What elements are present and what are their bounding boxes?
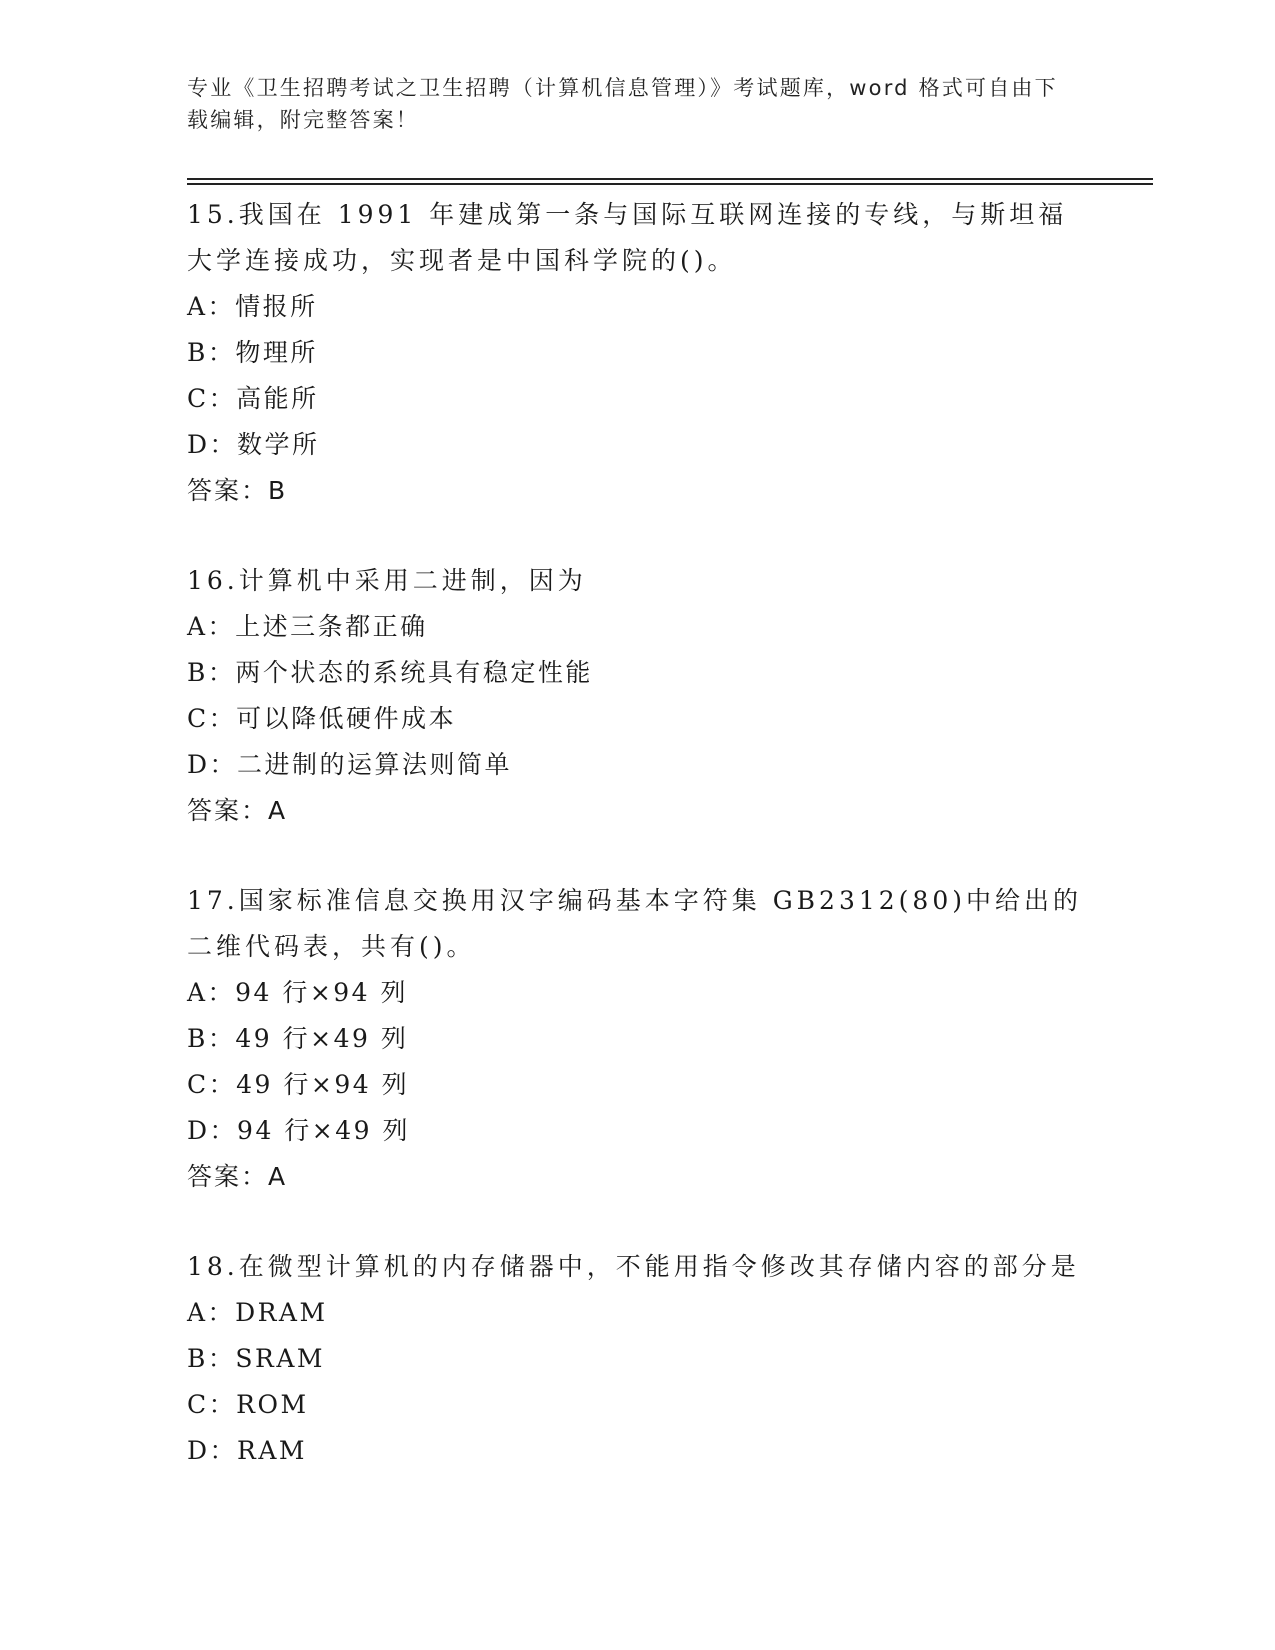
option-text: SRAM: [235, 1344, 325, 1373]
option-text: 94 行×49 列: [237, 1116, 411, 1145]
option-text: 49 行×94 列: [236, 1070, 410, 1099]
option-a: [187, 604, 1087, 650]
answer-label: 答案：B: [187, 476, 288, 505]
option-key: D：: [187, 430, 238, 459]
option-key: D：: [187, 1436, 238, 1465]
question-stem: [187, 558, 1087, 604]
option-d: [187, 1108, 1087, 1154]
question-17: [187, 878, 1087, 1200]
option-b: [187, 650, 1087, 696]
option-text: RAM: [237, 1436, 308, 1465]
option-text: DRAM: [235, 1298, 328, 1327]
option-key: C：: [187, 704, 237, 733]
option-key: C：: [187, 1390, 237, 1419]
question-18: [187, 1244, 1087, 1474]
option-key: A：: [187, 612, 236, 641]
option-text: ROM: [236, 1390, 309, 1419]
option-b: [187, 330, 1087, 376]
option-c: [187, 376, 1087, 422]
option-a: [187, 284, 1087, 330]
option-a: [187, 1290, 1087, 1336]
option-c: [187, 696, 1087, 742]
option-d: [187, 1428, 1087, 1474]
header-divider-bottom: [187, 183, 1153, 185]
option-key: C：: [187, 1070, 237, 1099]
option-text: 高能所: [236, 384, 319, 413]
option-key: A：: [187, 292, 236, 321]
option-text: 94 行×94 列: [235, 978, 409, 1007]
answer-label: 答案：A: [187, 1162, 288, 1191]
question-number: 17.: [187, 886, 239, 915]
option-text: 两个状态的系统具有稳定性能: [235, 658, 593, 687]
option-text: 二进制的运算法则简单: [237, 750, 513, 779]
option-text: 49 行×49 列: [235, 1024, 409, 1053]
option-key: B：: [187, 1344, 236, 1373]
question-text: 国家标准信息交换用汉字编码基本字符集 GB2312(80)中给出的二维代码表，共有()。: [187, 886, 1082, 961]
question-16: [187, 558, 1087, 834]
option-d: [187, 422, 1087, 468]
document-title: 专业《卫生招聘考试之卫生招聘（计算机信息管理）》考试题库，word 格式可自由下载编辑，附完整答案！: [187, 76, 1058, 132]
question-text: 计算机中采用二进制，因为: [238, 566, 587, 595]
answer-label: 答案：A: [187, 796, 288, 825]
option-text: 情报所: [235, 292, 318, 321]
option-text: 上述三条都正确: [235, 612, 428, 641]
option-b: [187, 1016, 1087, 1062]
option-c: [187, 1062, 1087, 1108]
question-15: [187, 192, 1087, 514]
option-key: A：: [187, 978, 236, 1007]
document-header: [187, 72, 1067, 136]
question-number: 15.: [187, 200, 239, 229]
question-text: 我国在 1991 年建成第一条与国际互联网连接的专线，与斯坦福大学连接成功，实现者是中国科学院的()。: [187, 200, 1068, 275]
option-text: 数学所: [237, 430, 320, 459]
option-b: [187, 1336, 1087, 1382]
question-number: 18.: [187, 1252, 239, 1281]
option-key: B：: [187, 1024, 236, 1053]
option-text: 物理所: [235, 338, 318, 367]
header-divider-top: [187, 178, 1153, 180]
option-a: [187, 970, 1087, 1016]
option-c: [187, 1382, 1087, 1428]
question-stem: [187, 878, 1087, 970]
option-key: A：: [187, 1298, 236, 1327]
question-number: 16.: [187, 566, 239, 595]
question-stem: [187, 1244, 1087, 1290]
option-d: [187, 742, 1087, 788]
option-key: B：: [187, 338, 236, 367]
option-text: 可以降低硬件成本: [236, 704, 457, 733]
question-stem: [187, 192, 1087, 284]
option-key: C：: [187, 384, 237, 413]
question-list: [187, 192, 1087, 1518]
question-text: 在微型计算机的内存储器中，不能用指令修改其存储内容的部分是: [238, 1252, 1080, 1281]
option-key: D：: [187, 1116, 238, 1145]
option-key: B：: [187, 658, 236, 687]
option-key: D：: [187, 750, 238, 779]
